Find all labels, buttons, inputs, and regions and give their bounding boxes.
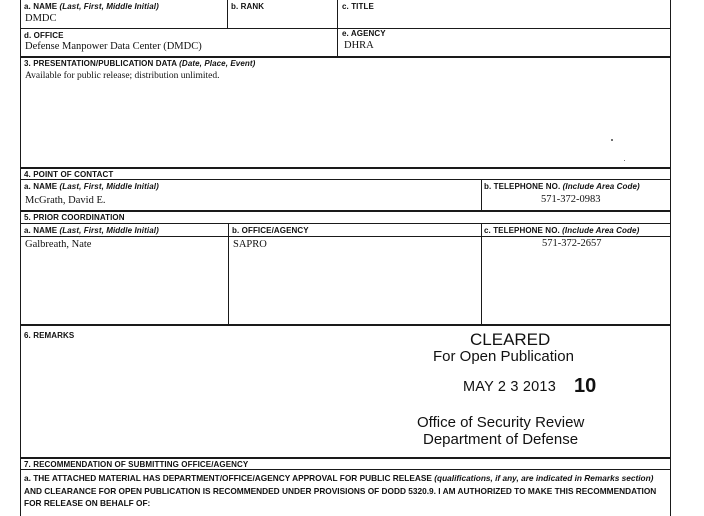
coord-phone-label [484,226,639,235]
recommendation-paragraph [24,472,664,510]
presentation-data-hint: (Date, Place, Event) [179,59,256,68]
divider-section7-header [20,469,671,470]
office-label: d. OFFICE [24,31,64,40]
coord-name-value: Galbreath, Nate [25,239,92,250]
stamp-for-open-publication: For Open Publication [433,348,574,365]
presentation-data-value: Available for public release; distribution unlimited. [25,71,220,81]
divider-section4-bottom [20,210,671,212]
poc-name-hint: (Last, First, Middle Initial) [59,182,159,191]
coord-name-hint: (Last, First, Middle Initial) [59,226,159,235]
divider-section5-labels [20,236,671,237]
poc-phone-label [484,182,640,191]
form-right-border [670,0,671,516]
form-left-border [20,0,21,516]
coord-name-label [24,226,159,235]
divider-section3-bottom [20,167,671,169]
stamp-department: Department of Defense [423,431,579,448]
point-of-contact-label: 4. POINT OF CONTACT [24,170,114,179]
recommendation-text-end: AND CLEARANCE FOR OPEN PUBLICATION IS RECOMMENDED UNDER PROVISIONS OF DODD 5320.9. I AM AUTHORIZED TO MAKE THIS RECOMMENDATION FOR RELEASE ON BEHALF OF: [24,485,657,508]
poc-name-value: McGrath, David E. [25,195,106,206]
title-label: c. TITLE [342,2,374,11]
presentation-data-label [24,59,255,68]
divider-coord-office-phone [481,223,482,325]
coord-name-label-text: a. NAME [24,226,58,235]
poc-name-label-text: a. NAME [24,182,58,191]
stamp-number: 10 [574,375,597,397]
divider-office-agency [337,28,338,57]
office-value: Defense Manpower Data Center (DMDC) [25,41,202,52]
divider-coord-name-office [228,223,229,325]
rank-label: b. RANK [231,2,265,11]
agency-value: DHRA [344,40,374,51]
divider-section5-header [20,223,671,224]
stamp-office: Office of Security Review [417,414,585,431]
recommendation-text-start: a. THE ATTACHED MATERIAL HAS DEPARTMENT/OFFICE/AGENCY APPROVAL FOR PUBLIC RELEASE [24,473,432,483]
name-label-hint: (Last, First, Middle Initial) [59,2,159,11]
coord-phone-label-text: c. TELEPHONE NO. [484,226,560,235]
name-label [24,2,159,11]
coord-phone-value: 571-372-2657 [542,238,602,249]
divider-section5-bottom [20,324,671,326]
poc-phone-value: 571-372-0983 [541,194,601,205]
agency-label: e. AGENCY [342,29,386,38]
presentation-data-label-text: 3. PRESENTATION/PUBLICATION DATA [24,59,177,68]
coord-office-label: b. OFFICE/AGENCY [232,226,309,235]
recommendation-label: 7. RECOMMENDATION OF SUBMITTING OFFICE/AGENCY [24,460,249,469]
scan-speck [611,139,613,141]
poc-phone-hint: (Include Area Code) [562,182,640,191]
coord-phone-hint: (Include Area Code) [562,226,640,235]
divider-row2-bottom [20,56,671,58]
divider-poc-name-phone [481,179,482,211]
coord-office-value: SAPRO [233,239,267,250]
scan-speck [624,160,625,161]
poc-name-label [24,182,159,191]
divider-name-rank [227,0,228,28]
divider-section6-bottom [20,457,671,459]
stamp-cleared: CLEARED [470,330,551,349]
prior-coordination-label: 5. PRIOR COORDINATION [24,213,125,222]
poc-phone-label-text: b. TELEPHONE NO. [484,182,561,191]
recommendation-text-qualifier: (qualifications, if any, are indicated in Remarks section) [434,473,654,483]
name-label-text: a. NAME [24,2,58,11]
name-value: DMDC [25,13,57,24]
divider-rank-title [337,0,338,28]
stamp-date: MAY 2 3 2013 [463,379,556,395]
remarks-label: 6. REMARKS [24,331,75,340]
divider-section4-header [20,179,671,180]
